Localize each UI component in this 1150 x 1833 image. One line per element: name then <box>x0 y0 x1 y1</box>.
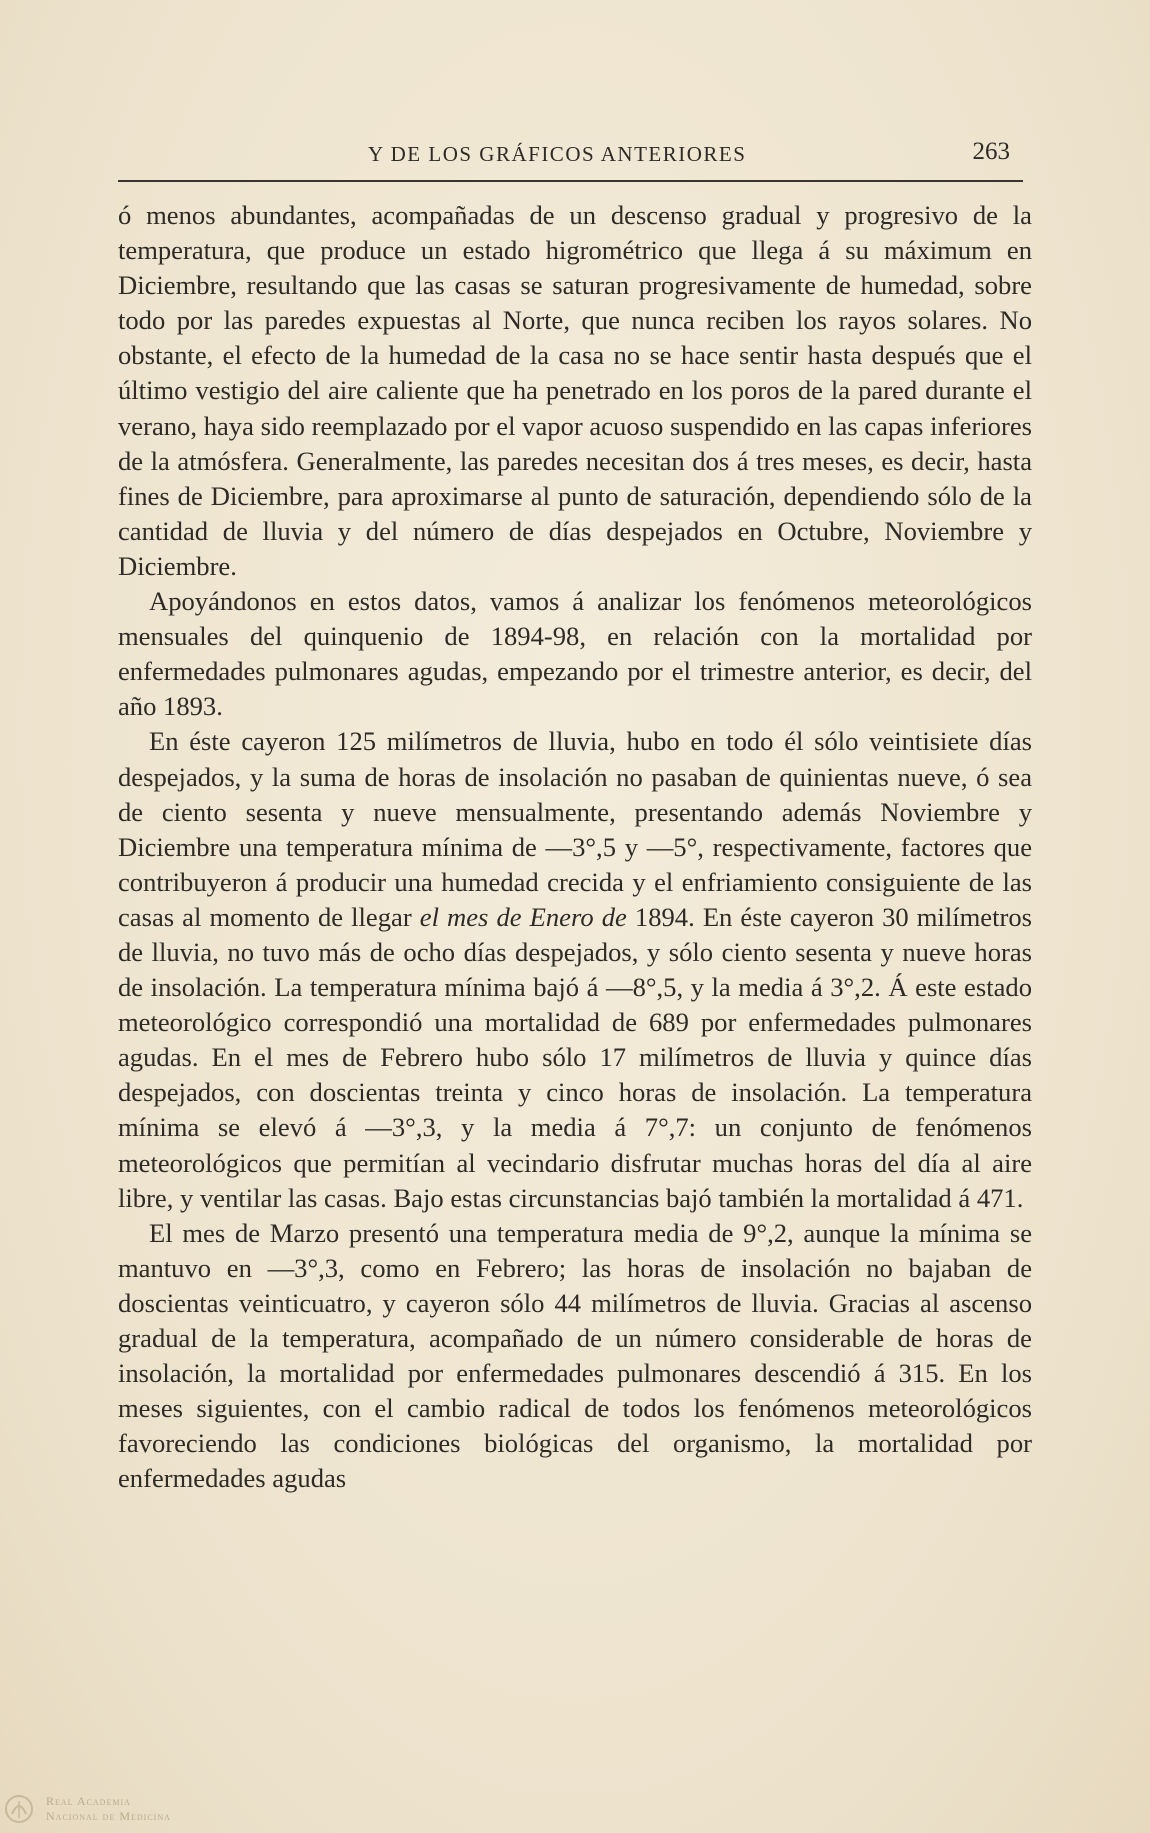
paragraph-3 <box>118 724 1032 1215</box>
body-text <box>118 198 1032 1496</box>
running-title: Y DE LOS GRÁFICOS ANTERIORES <box>368 142 747 166</box>
paragraph-1: ó menos abundantes, acompañadas de un descenso gradual y progresivo de la temperatura, que produce un estado higrométrico que llega á su máximum en Diciembre, resultando que las casas se saturan progresivamente de humedad, sobre todo por las paredes expuestas al Norte, que nunca reciben los rayos solares. No obstante, el efecto de la humedad de la casa no se hace sentir hasta después que el último vestigio del aire caliente que ha penetrado en los poros de la pared durante el verano, haya sido reemplazado por el vapor acuoso suspendido en las capas inferiores de la atmósfera. Generalmente, las paredes necesitan dos á tres meses, es decir, hasta fines de Diciembre, para aproximarse al punto de saturación, dependiendo sólo de la cantidad de lluvia y del número de días despejados en Octubre, Noviembre y Diciembre. <box>118 200 1032 581</box>
paragraph-2: Apoyándonos en estos datos, vamos á analizar los fenómenos meteorológicos mensuales del quinquenio de 1894-98, en relación con la mortalidad por enfermedades pulmonares agudas, empezando por el trimestre anterior, es decir, del año 1893. <box>118 586 1032 722</box>
paragraph-3-end: 1894. En éste cayeron 30 milímetros de lluvia, no tuvo más de ocho días despejados, y sólo ciento sesenta y nueve horas de insolación. La temperatura mínima bajó á —8°,5, y la media á 3°,2. Á este estado meteorológico correspondió una mortalidad de 689 por enfermedades pulmonares agudas. En el mes de Febrero hubo sólo 17 milímetros de lluvia y quince días despejados, con doscientas treinta y cinco horas de insolación. La temperatura mínima se elevó á —3°,3, y la media á 7°,7: un conjunto de fenómenos meteorológicos que permitían al vecindario disfrutar muchas horas del día al aire libre, y ventilar las casas. Bajo estas circunstancias bajó también la mortalidad á 471. <box>118 901 1032 1213</box>
library-watermark <box>4 1790 204 1830</box>
page-header <box>118 138 1030 174</box>
page-number: 263 <box>972 138 1010 165</box>
paragraph-3-italic: el mes de Enero de <box>419 901 627 932</box>
watermark-line-1: Real Academia <box>46 1794 131 1808</box>
header-rule <box>118 180 1023 182</box>
academy-seal-icon <box>4 1792 34 1826</box>
paragraph-4: El mes de Marzo presentó una temperatura media de 9°,2, aunque la mínima se mantuvo en —3°,3, como en Febrero; las horas de insolación no bajaban de doscientas veinticuatro, y cayeron sólo 44 milímetros de lluvia. Gracias al ascenso gradual de la temperatura, acompañado de un número considerable de horas de insolación, la mortalidad por enfermedades pulmonares descendió á 315. En los meses siguientes, con el cambio radical de todos los fenómenos meteorológicos favoreciendo las condiciones biológicas del organismo, la mortalidad por enfermedades agudas <box>118 1217 1032 1494</box>
watermark-line-2: Nacional de Medicina <box>46 1809 171 1823</box>
paragraph-3-start: En éste cayeron 125 milímetros de lluvia, hubo en todo él sólo veintisiete días despejados, y la suma de horas de insolación no pasaban de quinientas nueve, ó sea de ciento sesenta y nueve mensualmente, presentando además Noviembre y Diciembre una temperatura mínima de —3°,5 y —5°, respectivamente, factores que contribuyeron á producir una humedad crecida y el enfriamiento consiguiente de las casas al momento de llegar <box>118 726 1032 932</box>
